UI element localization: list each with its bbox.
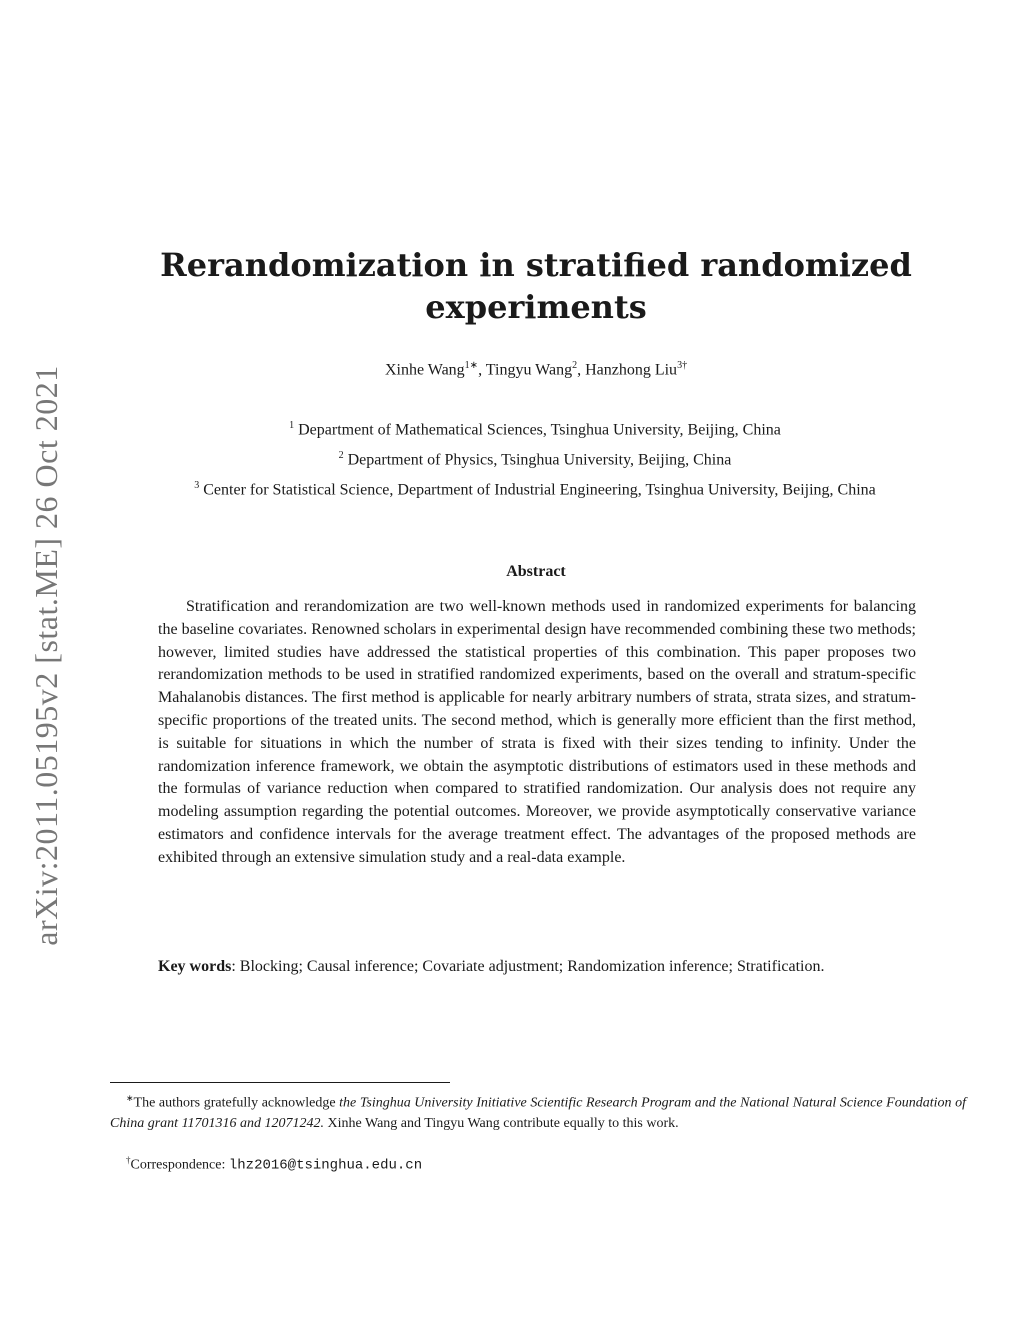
abstract-heading: Abstract	[506, 563, 566, 580]
affiliation-mark: 2	[338, 450, 344, 461]
author-name: Xinhe Wang	[384, 361, 465, 379]
abstract-body: Stratification and rerandomization are two well-known methods used in randomized experiments for balancing the baseline covariates. Renowned scholars in experimental design have recommended combining these two methods; however, limited studies have addressed the statistical properties of this combination. This paper proposes two rerandomization methods to be used in stratified randomized experiments, based on the overall and stratum-specific Mahalanobis distances. The first method is applicable for nearly arbitrary numbers of strata, strata sizes, and stratum-specific proportions of the treated units. The second method, which is generally more efficient than the first method, is suitable for situations in which the number of strata is fixed with their sizes tending to infinity. Under the randomization inference framework, we obtain the asymptotic distributions of estimators used in these methods and the formulas of variance reduction when compared to stratified randomization. Our analysis does not require any modeling assumption regarding the potential outcomes. Moreover, we provide asymptotically conservative variance estimators and confidence intervals for the average treatment effect. The advantages of the proposed methods are exhibited through an extensive simulation study and a real-data example.	[158, 598, 916, 866]
footnote-mark: ∗	[126, 1093, 134, 1103]
affiliation-mark: 1	[289, 420, 295, 431]
footnote-acknowledgement	[110, 1088, 966, 1135]
author-mark: 2	[572, 360, 578, 371]
footnote-lead: The authors gratefully acknowledge	[133, 1095, 336, 1111]
arxiv-identifier: arXiv:2011.05195v2 [stat.ME] 26 Oct 2021	[27, 364, 64, 946]
keywords-list: Blocking; Causal inference; Covariate adjustment; Randomization inference; Stratification.	[239, 958, 825, 975]
affiliation-mark: 3	[194, 480, 200, 491]
arxiv-sidebar-stamp	[27, 352, 64, 958]
author-name: Tingyu Wang	[485, 361, 573, 379]
affiliation-text: Department of Physics, Tsinghua University, Beijing, China	[347, 451, 732, 469]
correspondence-email[interactable]: lhz2016@tsinghua.edu.cn	[228, 1157, 423, 1174]
keywords-label: Key words	[158, 958, 232, 975]
correspondence-label: Correspondence:	[130, 1157, 226, 1173]
affiliation-3	[95, 480, 975, 499]
author-mark: 3†	[677, 360, 688, 371]
affiliation-2	[95, 450, 975, 469]
affiliation-text: Center for Statistical Science, Department of Industrial Engineering, Tsinghua University, Beijing, China	[203, 481, 876, 499]
author-name: Hanzhong Liu	[585, 361, 678, 379]
footnote-mark: †	[126, 1155, 131, 1165]
footnote-correspondence	[110, 1150, 966, 1176]
keywords: Key words: Blocking; Causal inference; Covariate adjustment; Randomization inference; Stratification.	[158, 958, 825, 975]
footnote-rest: Xinhe Wang and Tingyu Wang contribute equally to this work.	[327, 1116, 679, 1132]
affiliation-text: Department of Mathematical Sciences, Tsinghua University, Beijing, China	[298, 421, 781, 439]
affiliation-1	[95, 420, 975, 439]
author-mark: 1∗	[464, 360, 479, 371]
paper-title: Rerandomization in stratified randomized experiments	[160, 246, 912, 326]
funding-text: the Tsinghua University Initiative Scientific Research Program and the National Natural Science Foundation of China grant 11701316 and 12071242.	[110, 1095, 966, 1132]
author-list: Xinhe Wang$^{1∗}$, Tingyu Wang$^2$, Hanzhong Liu$^{3\dagger}$	[384, 360, 688, 379]
footnote-divider	[110, 1082, 450, 1083]
